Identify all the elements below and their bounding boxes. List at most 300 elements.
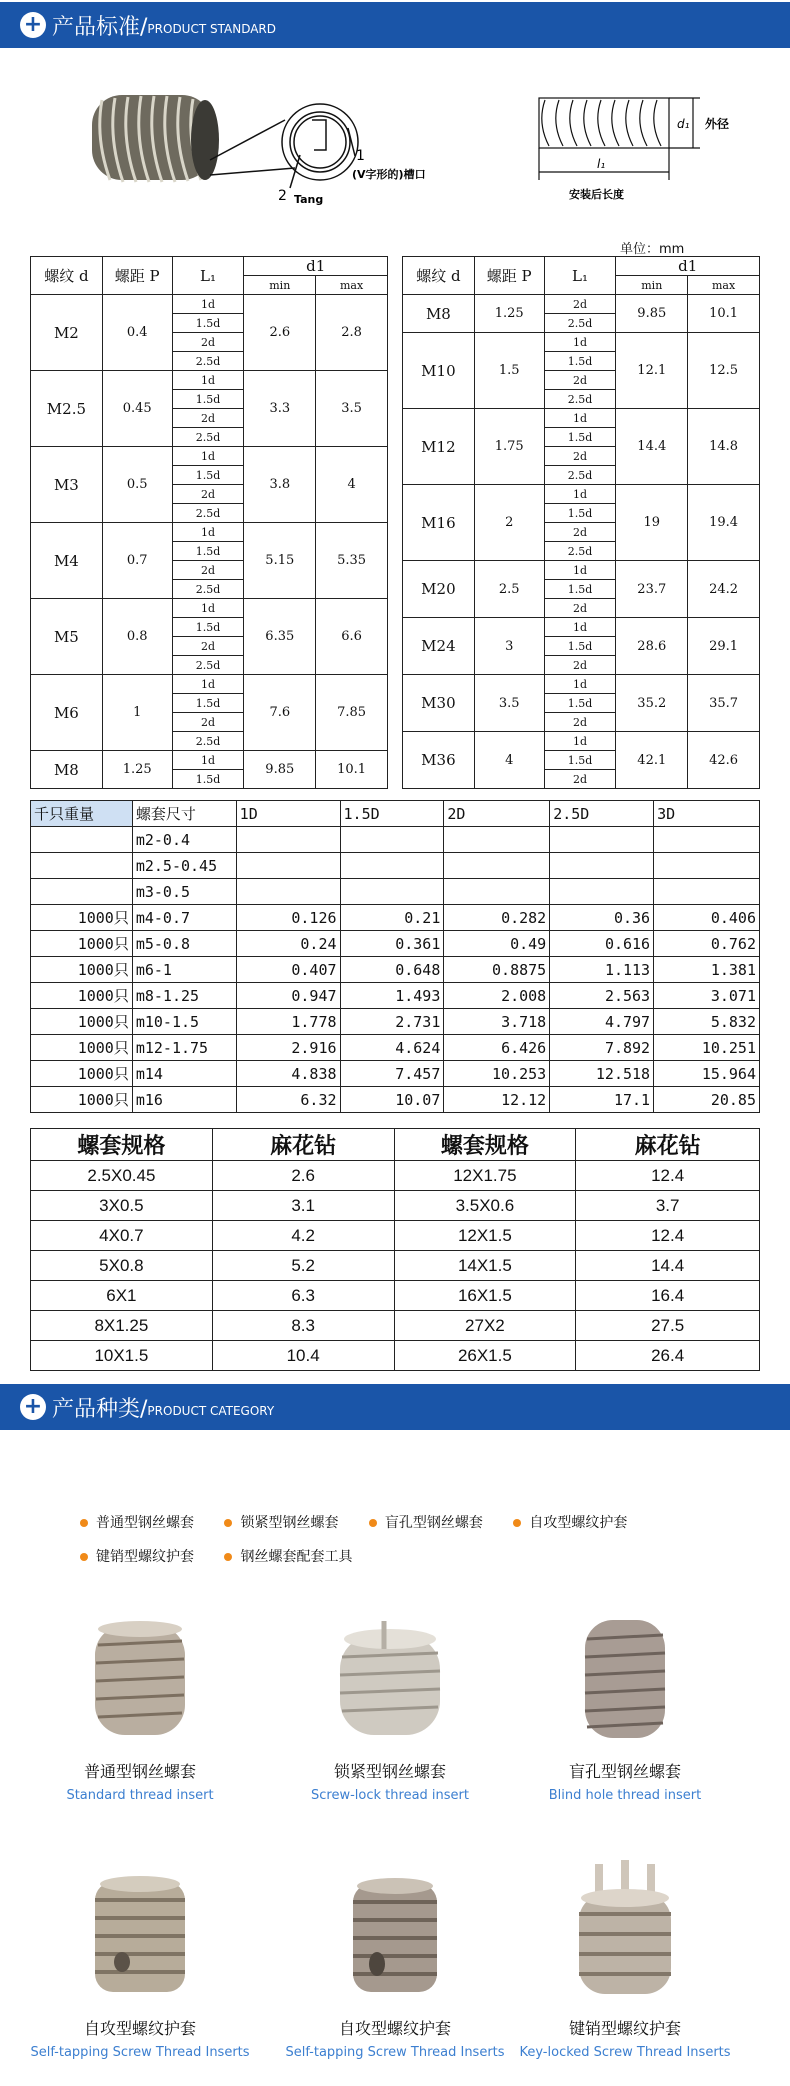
length-cell: 1d (544, 409, 616, 428)
length-cell: 1.5d (172, 694, 244, 713)
standard-insert-image (70, 1615, 210, 1745)
weight-cell: 1000只 (31, 957, 133, 983)
screw-lock-insert-image (320, 1615, 460, 1745)
drill-row (31, 1341, 760, 1371)
max-cell: 14.8 (688, 409, 760, 485)
weight-header-cell: 千只重量 (31, 801, 133, 827)
weight-cell (31, 827, 133, 853)
weight-row (31, 1061, 760, 1087)
section-banner-category (0, 1384, 790, 1430)
spec-row (403, 618, 760, 637)
drill-cell: 3.5X0.6 (394, 1191, 576, 1221)
spec-row (31, 599, 388, 618)
bullet-icon (513, 1519, 521, 1527)
weight-cell (654, 879, 760, 905)
drill-cell: 27X2 (394, 1311, 576, 1341)
min-cell: 35.2 (616, 675, 688, 732)
weight-cell (550, 879, 654, 905)
weight-cell: 0.616 (550, 931, 654, 957)
length-cell: 2d (544, 295, 616, 314)
length-cell: 2d (544, 656, 616, 675)
bullet-icon (224, 1553, 232, 1561)
weight-cell: 0.361 (340, 931, 444, 957)
min-cell: 2.6 (244, 295, 316, 371)
drill-cell: 3.7 (576, 1191, 760, 1221)
thread-cell: M3 (31, 447, 103, 523)
length-cell: 1d (172, 523, 244, 542)
max-cell: 6.6 (316, 599, 388, 675)
label-2-desc: Tang (294, 193, 324, 206)
length-cell: 1.5d (544, 580, 616, 599)
weight-cell: 0.406 (654, 905, 760, 931)
product-subtitle: Key-locked Screw Thread Inserts (519, 2045, 731, 2060)
weight-cell: 1.778 (236, 1009, 340, 1035)
product-title: 普通型钢丝螺套 (83, 1762, 196, 1781)
drill-cell: 14X1.5 (394, 1251, 576, 1281)
thread-cell: M8 (403, 295, 475, 333)
header-min: min (244, 276, 316, 295)
weight-cell (444, 853, 550, 879)
weight-cell: 1.113 (550, 957, 654, 983)
weight-cell: 0.36 (550, 905, 654, 931)
category-link[interactable]: 自攻型螺纹护套 (513, 1512, 627, 1532)
thread-cell: M20 (403, 561, 475, 618)
drill-row (31, 1311, 760, 1341)
length-cell: 1d (544, 732, 616, 751)
weight-header-cell: 1D (236, 801, 340, 827)
weight-row (31, 931, 760, 957)
spec-row (403, 295, 760, 314)
length-cell: 1d (172, 751, 244, 770)
weight-cell: 0.407 (236, 957, 340, 983)
length-cell: 2d (172, 561, 244, 580)
weight-cell: 1000只 (31, 983, 133, 1009)
weight-header-cell: 2D (444, 801, 550, 827)
weight-cell: 0.49 (444, 931, 550, 957)
blind-hole-insert-image (555, 1615, 695, 1745)
weight-cell: 10.07 (340, 1087, 444, 1113)
bullet-icon (224, 1519, 232, 1527)
spec-row (31, 675, 388, 694)
drill-header-cell: 螺套规格 (394, 1129, 576, 1161)
weight-cell: 10.251 (654, 1035, 760, 1061)
outer-diameter-label: 外径 (705, 117, 730, 131)
product-subtitle: Blind hole thread insert (548, 1788, 702, 1803)
length-cell: 1.5d (544, 352, 616, 371)
drill-table (30, 1128, 760, 1371)
header-pitch: 螺距 P (474, 257, 544, 295)
length-cell: 2.5d (544, 542, 616, 561)
pitch-cell: 0.8 (102, 599, 172, 675)
thread-cell: M16 (403, 485, 475, 561)
weight-cell (340, 827, 444, 853)
weight-cell: 15.964 (654, 1061, 760, 1087)
weight-cell (236, 853, 340, 879)
weight-cell: 4.797 (550, 1009, 654, 1035)
length-cell: 1.5d (544, 751, 616, 770)
weight-header-cell: 螺套尺寸 (132, 801, 236, 827)
max-cell: 42.6 (688, 732, 760, 789)
weight-cell: 6.32 (236, 1087, 340, 1113)
weight-cell: 1000只 (31, 905, 133, 931)
thread-cell: M24 (403, 618, 475, 675)
spec-row (403, 675, 760, 694)
header-thread: 螺纹 d (31, 257, 103, 295)
drill-cell: 4.2 (212, 1221, 394, 1251)
weight-cell (236, 827, 340, 853)
min-cell: 3.3 (244, 371, 316, 447)
drill-cell: 14.4 (576, 1251, 760, 1281)
weight-row (31, 853, 760, 879)
weight-row (31, 1009, 760, 1035)
weight-cell: 12.12 (444, 1087, 550, 1113)
max-cell: 4 (316, 447, 388, 523)
spec-row (31, 523, 388, 542)
length-cell: 2d (544, 371, 616, 390)
drill-row (31, 1161, 760, 1191)
category-link[interactable]: 钢丝螺套配套工具 (224, 1546, 352, 1566)
header-thread: 螺纹 d (403, 257, 475, 295)
pitch-cell: 0.4 (102, 295, 172, 371)
weight-cell: 1.493 (340, 983, 444, 1009)
drill-cell: 12X1.75 (394, 1161, 576, 1191)
weight-cell (654, 827, 760, 853)
max-cell: 29.1 (688, 618, 760, 675)
weight-cell: 2.916 (236, 1035, 340, 1061)
spec-row (403, 485, 760, 504)
header-d1: d1 (244, 257, 388, 276)
max-cell: 10.1 (688, 295, 760, 333)
length-cell: 2d (544, 713, 616, 732)
length-cell: 2.5d (172, 656, 244, 675)
pitch-cell: 1.75 (474, 409, 544, 485)
length-cell: 2.5d (172, 428, 244, 447)
plus-icon: + (20, 12, 46, 38)
length-cell: 1d (172, 599, 244, 618)
tang-diagram (80, 80, 460, 220)
length-cell: 1d (172, 371, 244, 390)
drill-cell: 5.2 (212, 1251, 394, 1281)
drill-row (31, 1281, 760, 1311)
min-cell: 5.15 (244, 523, 316, 599)
thread-cell: M12 (403, 409, 475, 485)
max-cell: 3.5 (316, 371, 388, 447)
thread-cell: M2.5 (31, 371, 103, 447)
weight-cell: 1000只 (31, 1087, 133, 1113)
weight-header-cell: 2.5D (550, 801, 654, 827)
length-cell: 1d (172, 295, 244, 314)
length-cell: 1.5d (172, 314, 244, 333)
thread-cell: M8 (31, 751, 103, 789)
drill-cell: 26.4 (576, 1341, 760, 1371)
drill-cell: 2.5X0.45 (31, 1161, 213, 1191)
weight-cell (654, 853, 760, 879)
category-list (80, 1512, 740, 1580)
length-cell: 2.5d (172, 580, 244, 599)
length-cell: 1.5d (544, 694, 616, 713)
weight-cell (444, 879, 550, 905)
banner-title-en: PRODUCT CATEGORY (147, 1404, 275, 1418)
drill-cell: 5X0.8 (31, 1251, 213, 1281)
header-length: L₁ (544, 257, 616, 295)
weight-cell: m8-1.25 (132, 983, 236, 1009)
header-length: L₁ (172, 257, 244, 295)
weight-table (30, 800, 760, 1113)
drill-header-cell: 麻花钻 (576, 1129, 760, 1161)
weight-cell: 4.838 (236, 1061, 340, 1087)
section-banner-standard (0, 2, 790, 48)
pitch-cell: 4 (474, 732, 544, 789)
pitch-cell: 0.7 (102, 523, 172, 599)
length-cell: 1.5d (172, 770, 244, 789)
unit-label: 单位：mm (620, 242, 685, 257)
length-cell: 2d (544, 523, 616, 542)
product-blind-hole[interactable] (510, 1615, 740, 1803)
drill-cell: 16X1.5 (394, 1281, 576, 1311)
spec-row (31, 295, 388, 314)
category-link[interactable]: 锁紧型钢丝螺套 (224, 1512, 338, 1532)
weight-cell: 7.892 (550, 1035, 654, 1061)
pitch-cell: 2 (474, 485, 544, 561)
length-cell: 1d (544, 618, 616, 637)
weight-cell: 0.282 (444, 905, 550, 931)
weight-cell: m6-1 (132, 957, 236, 983)
drill-cell: 3X0.5 (31, 1191, 213, 1221)
self-tapping-insert-image (325, 1872, 465, 2002)
weight-cell: 3.071 (654, 983, 760, 1009)
min-cell: 9.85 (616, 295, 688, 333)
product-title: 自攻型螺纹护套 (83, 2019, 196, 2038)
weight-cell: 2.731 (340, 1009, 444, 1035)
weight-row (31, 1087, 760, 1113)
drill-cell: 12.4 (576, 1221, 760, 1251)
length-cell: 1.5d (544, 504, 616, 523)
weight-cell: m16 (132, 1087, 236, 1113)
weight-header-cell: 1.5D (340, 801, 444, 827)
spec-table-left (30, 256, 388, 789)
thread-cell: M4 (31, 523, 103, 599)
weight-cell (550, 853, 654, 879)
spec-row (403, 561, 760, 580)
weight-cell (340, 879, 444, 905)
thread-cell: M10 (403, 333, 475, 409)
category-link[interactable]: 普通型钢丝螺套 (80, 1512, 194, 1532)
pitch-cell: 1.25 (102, 751, 172, 789)
drill-cell: 27.5 (576, 1311, 760, 1341)
max-cell: 10.1 (316, 751, 388, 789)
product-subtitle: Screw-lock thread insert (311, 1788, 469, 1803)
product-screw-lock[interactable] (275, 1615, 505, 1803)
spec-table-right (402, 256, 760, 789)
length-cell: 2d (172, 333, 244, 352)
min-cell: 28.6 (616, 618, 688, 675)
length-cell: 1.5d (544, 637, 616, 656)
max-cell: 2.8 (316, 295, 388, 371)
product-title: 键销型螺纹护套 (568, 2019, 681, 2038)
length-cell: 2d (172, 637, 244, 656)
bullet-icon (369, 1519, 377, 1527)
weight-cell: m5-0.8 (132, 931, 236, 957)
drill-cell: 10.4 (212, 1341, 394, 1371)
spec-row (403, 409, 760, 428)
product-subtitle: Self-tapping Screw Thread Inserts (285, 2045, 505, 2060)
drill-row (31, 1221, 760, 1251)
label-1-desc: (V字形的)槽口 (352, 168, 426, 181)
thread-cell: M5 (31, 599, 103, 675)
drill-cell: 2.6 (212, 1161, 394, 1191)
header-pitch: 螺距 P (102, 257, 172, 295)
bullet-icon (80, 1519, 88, 1527)
min-cell: 9.85 (244, 751, 316, 789)
weight-cell: m12-1.75 (132, 1035, 236, 1061)
drill-cell: 16.4 (576, 1281, 760, 1311)
pitch-cell: 3 (474, 618, 544, 675)
key-locked-insert-image (555, 1858, 695, 2002)
weight-header-cell: 3D (654, 801, 760, 827)
spec-row (31, 371, 388, 390)
weight-cell: 1.381 (654, 957, 760, 983)
length-cell: 2.5d (172, 732, 244, 751)
weight-cell: m4-0.7 (132, 905, 236, 931)
product-self-tapping-2[interactable] (280, 1872, 510, 2060)
min-cell: 14.4 (616, 409, 688, 485)
length-cell: 2d (172, 409, 244, 428)
drill-cell: 6X1 (31, 1281, 213, 1311)
weight-cell (340, 853, 444, 879)
pitch-cell: 0.45 (102, 371, 172, 447)
length-cell: 1.5d (172, 542, 244, 561)
length-cell: 2.5d (544, 466, 616, 485)
length-cell: 2.5d (172, 504, 244, 523)
length-cell: 2d (544, 599, 616, 618)
weight-cell: 1000只 (31, 1009, 133, 1035)
spec-row (403, 333, 760, 352)
weight-cell (550, 827, 654, 853)
length-cell: 1.5d (544, 428, 616, 447)
category-link[interactable]: 盲孔型钢丝螺套 (369, 1512, 483, 1532)
banner-title-zh: 产品标准/ (52, 14, 148, 40)
installed-length-label: 安装后长度 (569, 188, 624, 201)
thread-cell: M30 (403, 675, 475, 732)
category-link[interactable]: 键销型螺纹护套 (80, 1546, 194, 1566)
weight-cell: 0.648 (340, 957, 444, 983)
weight-cell: m10-1.5 (132, 1009, 236, 1035)
thread-cell: M6 (31, 675, 103, 751)
min-cell: 3.8 (244, 447, 316, 523)
thread-cell: M36 (403, 732, 475, 789)
spec-header-row (403, 257, 760, 276)
weight-row (31, 957, 760, 983)
length-cell: 1.5d (172, 390, 244, 409)
bullet-icon (80, 1553, 88, 1561)
pitch-cell: 0.5 (102, 447, 172, 523)
spec-header-row (31, 257, 388, 276)
weight-cell: 0.947 (236, 983, 340, 1009)
weight-cell: m2.5-0.45 (132, 853, 236, 879)
length-cell: 2d (172, 713, 244, 732)
pitch-cell: 1.5 (474, 333, 544, 409)
weight-row (31, 905, 760, 931)
pitch-cell: 1 (102, 675, 172, 751)
length-cell: 2d (544, 447, 616, 466)
max-cell: 19.4 (688, 485, 760, 561)
weight-cell: 1000只 (31, 1061, 133, 1087)
length-cell: 1.5d (172, 618, 244, 637)
weight-cell: 0.762 (654, 931, 760, 957)
product-standard[interactable] (25, 1615, 255, 1803)
weight-cell: 10.253 (444, 1061, 550, 1087)
drill-header-cell: 螺套规格 (31, 1129, 213, 1161)
weight-row (31, 879, 760, 905)
label-2: 2 (278, 188, 287, 204)
weight-cell: 0.24 (236, 931, 340, 957)
max-cell: 12.5 (688, 333, 760, 409)
min-cell: 7.6 (244, 675, 316, 751)
pitch-cell: 3.5 (474, 675, 544, 732)
product-subtitle: Standard thread insert (66, 1788, 214, 1803)
weight-cell: 2.563 (550, 983, 654, 1009)
drill-cell: 10X1.5 (31, 1341, 213, 1371)
banner-title-zh: 产品种类/ (52, 1396, 148, 1422)
drill-header-row (31, 1129, 760, 1161)
max-cell: 5.35 (316, 523, 388, 599)
weight-cell: 4.624 (340, 1035, 444, 1061)
product-subtitle: Self-tapping Screw Thread Inserts (30, 2045, 250, 2060)
label-1: 1 (356, 148, 365, 164)
banner-title-en: PRODUCT STANDARD (147, 22, 277, 36)
drill-cell: 6.3 (212, 1281, 394, 1311)
product-key-locked[interactable] (510, 1858, 740, 2060)
self-tapping-insert-image (70, 1872, 210, 2002)
length-cell: 1d (544, 333, 616, 352)
product-self-tapping-1[interactable] (25, 1872, 255, 2060)
length-cell: 1.5d (172, 466, 244, 485)
pitch-cell: 1.25 (474, 295, 544, 333)
weight-cell: m3-0.5 (132, 879, 236, 905)
weight-cell: 20.85 (654, 1087, 760, 1113)
length-cell: 1d (544, 485, 616, 504)
pitch-cell: 2.5 (474, 561, 544, 618)
weight-cell: 0.21 (340, 905, 444, 931)
drill-header-cell: 麻花钻 (212, 1129, 394, 1161)
l1-symbol: l₁ (597, 157, 606, 171)
min-cell: 42.1 (616, 732, 688, 789)
product-title: 锁紧型钢丝螺套 (333, 1762, 446, 1781)
weight-cell (31, 853, 133, 879)
length-cell: 1d (544, 675, 616, 694)
weight-header-row (31, 801, 760, 827)
plus-icon: + (20, 1394, 46, 1420)
min-cell: 23.7 (616, 561, 688, 618)
length-cell: 2.5d (544, 390, 616, 409)
weight-cell: 3.718 (444, 1009, 550, 1035)
header-max: max (316, 276, 388, 295)
product-title: 自攻型螺纹护套 (338, 2019, 451, 2038)
drill-cell: 8X1.25 (31, 1311, 213, 1341)
weight-cell: 1000只 (31, 1035, 133, 1061)
weight-row (31, 983, 760, 1009)
drill-cell: 3.1 (212, 1191, 394, 1221)
length-cell: 1d (172, 447, 244, 466)
max-cell: 35.7 (688, 675, 760, 732)
weight-cell: 0.126 (236, 905, 340, 931)
min-cell: 19 (616, 485, 688, 561)
max-cell: 24.2 (688, 561, 760, 618)
thread-cell: M2 (31, 295, 103, 371)
max-cell: 7.85 (316, 675, 388, 751)
spec-row (31, 751, 388, 770)
weight-cell: 5.832 (654, 1009, 760, 1035)
